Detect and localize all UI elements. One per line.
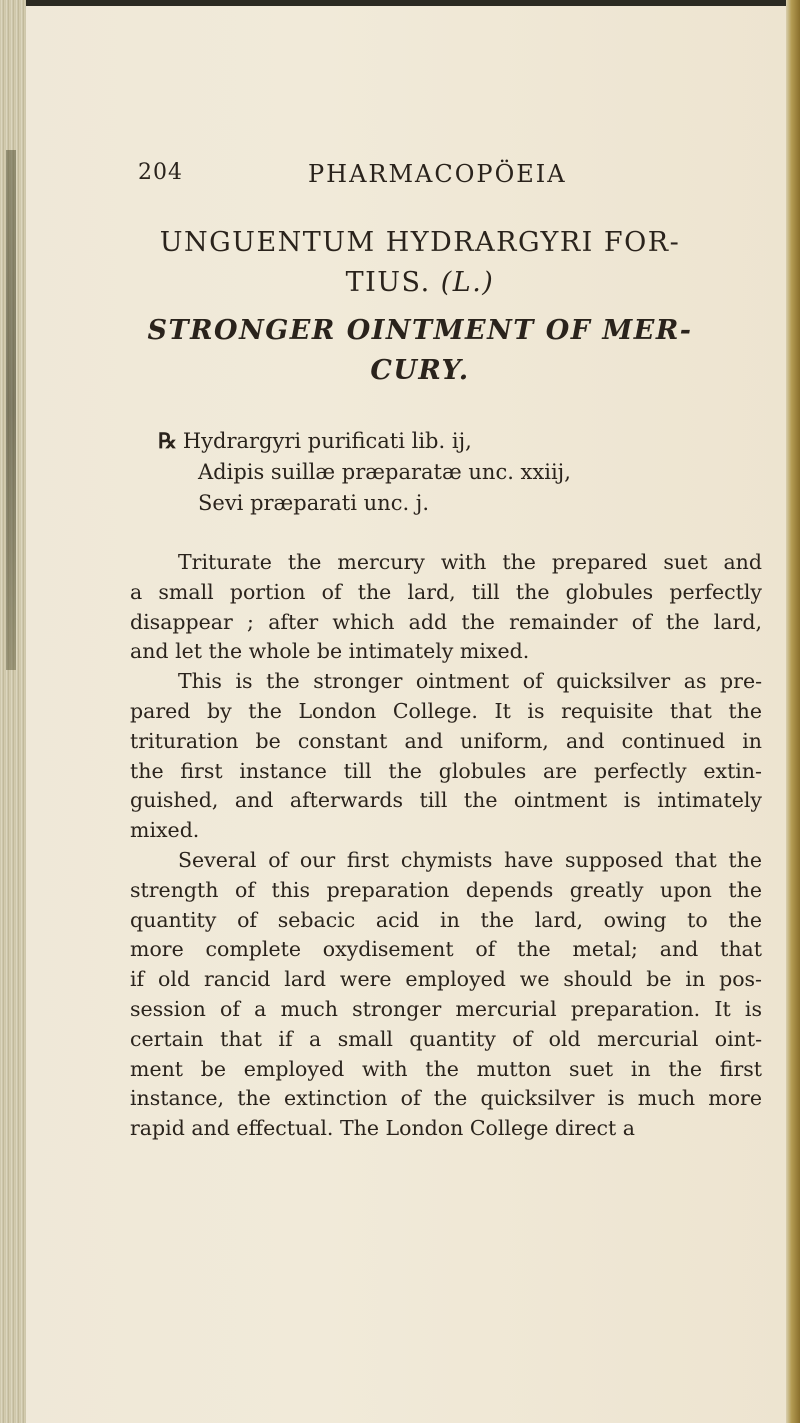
text-line: trituration be constant and uniform, and continued in [130,728,762,753]
text-line: a small portion of the lard, till the globules perfectly [130,579,762,604]
body-text [130,548,762,1144]
english-title-line-2: CURY. [370,355,470,386]
english-title [60,311,780,391]
text-line: and let the whole be intimately mixed. [130,639,530,664]
recipe-symbol: ℞ [158,428,177,453]
recipe-item-text: Adipis suillæ præparatæ unc. xxiij, [198,460,571,484]
paragraph [130,846,762,1144]
text-line: This is the stronger ointment of quicksilver as pre- [178,669,762,694]
paragraph [130,548,762,667]
latin-title-line-1: UNGUENTUM HYDRARGYRI FOR- [159,227,681,258]
recipe [158,425,758,519]
text-line: session of a much stronger mercurial preparation. It is [130,996,762,1021]
running-head: PHARMACOPÖEIA [308,160,567,188]
recipe-item-text: Sevi præparati unc. j. [198,491,429,515]
text-line: Triturate the mercury with the prepared suet and [178,550,762,574]
recipe-item [158,457,758,488]
text-line: the first instance till the globules are perfectly extin- [130,758,762,783]
text-line: rapid and effectual. The London College direct a [130,1116,635,1141]
latin-title-line-2-text: TIUS. [345,267,431,298]
text-line: mixed. [130,818,200,843]
recipe-item [158,425,758,457]
text-line: quantity of sebacic acid in the lard, owing to the [130,907,762,932]
latin-title-label: (L.) [440,267,495,298]
text-line: guished, and afterwards till the ointment is intimately [130,788,762,813]
recipe-item-text: Hydrargyri purificati lib. ij, [182,429,472,453]
text-line: strength of this preparation depends greatly upon the [130,877,762,902]
latin-title [60,223,780,303]
text-line: disappear ; after which add the remainder of the lard, [130,609,762,634]
page-number: 204 [138,160,183,185]
text-line: if old rancid lard were employed we should be in pos- [130,967,762,992]
paragraph [130,667,762,846]
text-line: ment be employed with the mutton suet in the first [130,1056,762,1081]
text-line: certain that if a small quantity of old mercurial oint- [130,1026,762,1051]
top-border [0,0,800,6]
recipe-item [158,488,758,519]
english-title-line-1: STRONGER OINTMENT OF MER- [147,315,693,346]
binding-shadow [6,150,16,670]
text-line: more complete oxydisement of the metal; and that [130,937,762,962]
page-edge-right [786,0,800,1423]
text-line: instance, the extinction of the quicksilver is much more [130,1086,762,1111]
text-line: Several of our first chymists have supposed that the [178,847,762,872]
entry-title [60,223,780,391]
latin-title-line-2 [60,263,780,303]
text-line: pared by the London College. It is requisite that the [130,698,762,723]
